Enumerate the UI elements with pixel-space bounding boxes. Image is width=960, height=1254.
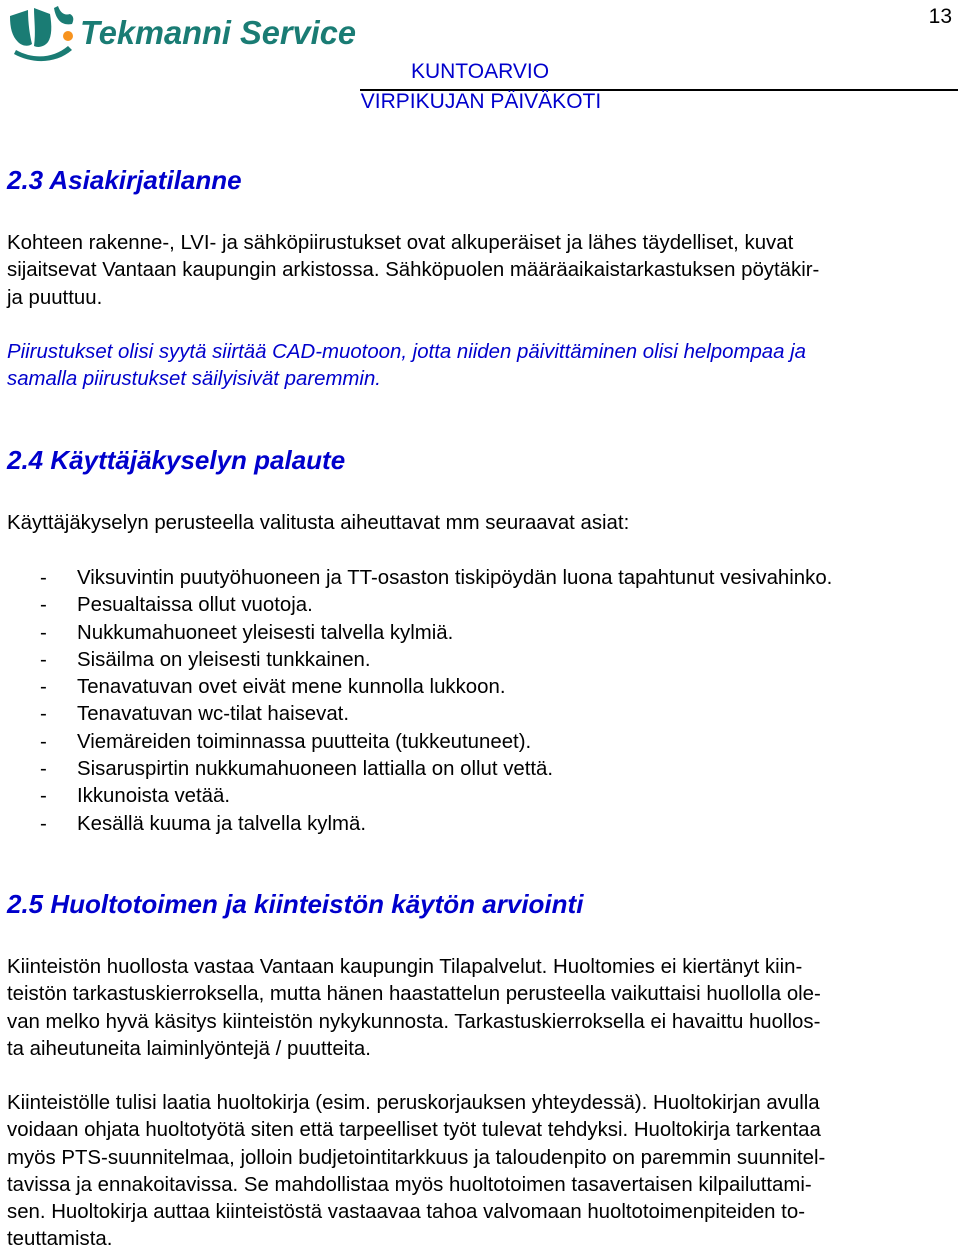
list-item bbox=[40, 674, 832, 701]
list-item bbox=[40, 811, 832, 838]
list-bullet-dash: - bbox=[40, 676, 47, 699]
list-bullet-dash: - bbox=[40, 785, 47, 808]
list-bullet-dash: - bbox=[40, 648, 47, 671]
list-item bbox=[40, 565, 832, 592]
list-bullet-dash: - bbox=[40, 730, 47, 753]
tekmanni-logo bbox=[6, 2, 358, 62]
list-item bbox=[40, 620, 832, 647]
list-item-text: Ikkunoista vetää. bbox=[77, 785, 231, 808]
paragraph-2-5-1: Kiinteistön huollosta vastaa Vantaan kaupungin Tilapalvelut. Huoltomies ei kiertänyt kiin- teistön tarkastuskierroksella, mutta hänen haastattelun perusteella vaikuttaisi huollolla ole- van melko hyvä käsitys kiinteistön nykykunnosta. Tarkastuskierroksella ei havaittu huollos- ta aiheutuneita laiminlyöntejä / puutteita. bbox=[7, 956, 821, 1060]
section-heading-2-4: 2.4 Käyttäjäkyselyn palaute bbox=[7, 445, 346, 475]
list-item bbox=[40, 783, 832, 810]
complaint-list bbox=[40, 565, 832, 838]
list-item bbox=[40, 647, 832, 674]
paragraph-2-3-2: Piirustukset olisi syytä siirtää CAD-muotoon, jotta niiden päivittäminen olisi helpompaa ja samalla piirustukset säilyisivät paremmin. bbox=[7, 341, 807, 391]
list-item-text: Viemäreiden toiminnassa puutteita (tukkeutuneet). bbox=[77, 730, 532, 753]
list-item bbox=[40, 701, 832, 728]
logo-mark-icon bbox=[10, 6, 73, 61]
list-item-text: Kesällä kuuma ja talvella kylmä. bbox=[77, 812, 366, 835]
header-title: KUNTOARVIO bbox=[410, 60, 550, 83]
list-bullet-dash: - bbox=[40, 567, 47, 589]
paragraph-2-3-1: Kohteen rakenne-, LVI- ja sähköpiirustukset ovat alkuperäiset ja lähes täydelliset, kuvat sijaitsevat Vantaan kaupungin arkistossa. Sähköpuolen määräaikaistarkastuksen pöytäkir- ja puuttuu. bbox=[7, 232, 820, 309]
list-bullet-dash: - bbox=[40, 758, 47, 781]
list-item-text: Pesualtaissa ollut vuotoja. bbox=[77, 594, 313, 617]
list-item-text: Nukkumahuoneet yleisesti talvella kylmiä. bbox=[77, 621, 454, 644]
paragraph-2-4-intro: Käyttäjäkyselyn perusteella valitusta aiheuttavat mm seuraavat asiat: bbox=[7, 512, 630, 534]
list-item-text: Sisäilma on yleisesti tunkkainen. bbox=[77, 648, 371, 671]
list-item bbox=[40, 756, 832, 783]
list-bullet-dash: - bbox=[40, 703, 47, 726]
section-heading-2-5: 2.5 Huoltotoimen ja kiinteistön käytön arviointi bbox=[7, 889, 584, 919]
list-item-text: Viksuvintin puutyöhuoneen ja TT-osaston tiskipöydän luona tapahtunut vesivahinko. bbox=[77, 567, 833, 589]
logo-text: Tekmanni Service bbox=[80, 14, 356, 51]
list-item-text: Tenavatuvan wc-tilat haisevat. bbox=[77, 703, 350, 726]
header-subtitle: VIRPIKUJAN PÄIVÄKOTI bbox=[360, 90, 602, 113]
list-bullet-dash: - bbox=[40, 621, 47, 644]
list-item-text: Sisaruspirtin nukkumahuoneen lattialla on ollut vettä. bbox=[77, 758, 554, 781]
section-heading-2-3: 2.3 Asiakirjatilanne bbox=[7, 165, 242, 195]
list-bullet-dash: - bbox=[40, 812, 47, 835]
list-item bbox=[40, 592, 832, 619]
list-bullet-dash: - bbox=[40, 594, 47, 617]
paragraph-2-5-2: Kiinteistölle tulisi laatia huoltokirja (esim. peruskorjauksen yhteydessä). Huoltokirjan avulla voidaan ohjata huoltotyötä siten että tarpeelliset työt tulevat tehdyksi. Huoltokirja tarkentaa myös PTS-suunnitelmaa, jolloin budjetointitarkkuus ja taloudenpito on paremmin suunnitel- tavissa ja ennakoitavissa. Se mahdollistaa myös huoltotoimen tasavertaisen kilpailuttami- sen. Huoltokirja auttaa kiinteistöstä vastaavaa tahoa valvomaan huoltotoimenpiteiden to- teuttamista. bbox=[7, 1092, 826, 1251]
page-number: 13 bbox=[928, 5, 952, 28]
list-item bbox=[40, 729, 832, 756]
list-item-text: Tenavatuvan ovet eivät mene kunnolla lukkoon. bbox=[77, 676, 506, 699]
